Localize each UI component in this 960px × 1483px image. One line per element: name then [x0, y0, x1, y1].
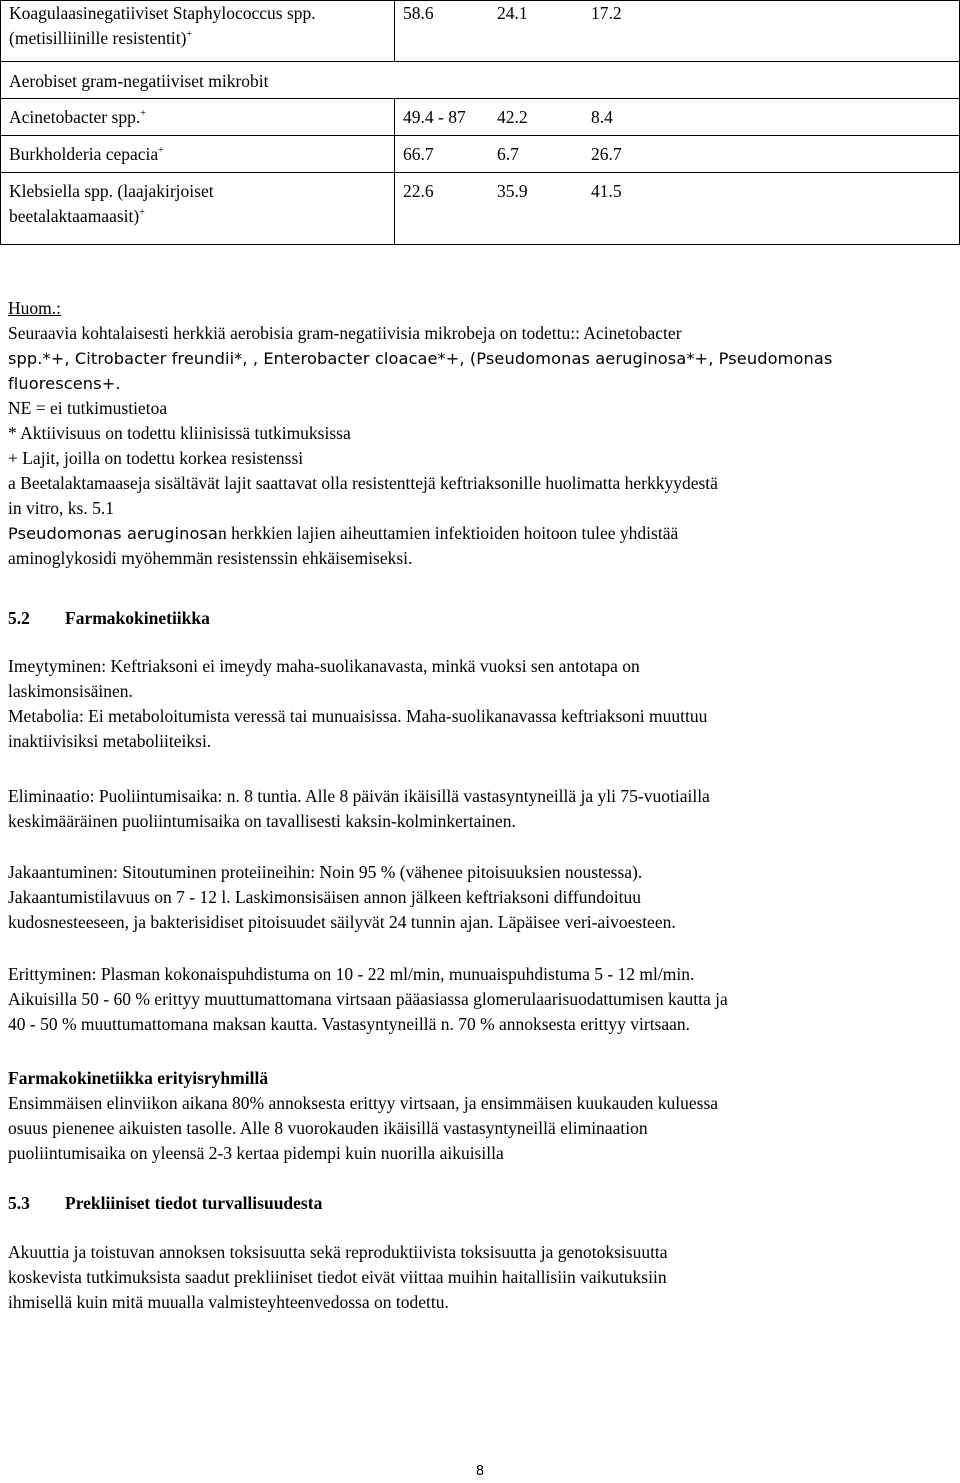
section-title: Farmakokinetiikka: [65, 608, 210, 628]
group-heading: Aerobiset gram-negatiiviset mikrobit: [9, 71, 269, 91]
susceptibility-table: [0, 0, 960, 245]
legend-a: a Beetalaktamaaseja sisältävät lajit saattavat olla resistenttejä keftriaksonille huolimatta herkkyydestä: [8, 473, 718, 493]
paragraph-line: koskevista tutkimuksista saadut prekliiniset tiedot eivät viittaa muihin haitallisiin vaikutuksiin: [8, 1267, 667, 1287]
paragraph-line: laskimonsisäinen.: [8, 681, 133, 701]
value-3: 8.4: [591, 107, 613, 127]
value-1: 58.6: [403, 3, 434, 23]
values-cell: [395, 136, 960, 173]
values-cell: [395, 1, 960, 62]
note-block: [8, 296, 948, 571]
organism-cell: [1, 1, 395, 62]
value-1: 22.6: [403, 181, 434, 201]
pseudomonas-text: n herkkien lajien aiheuttamien infektioiden hoitoon tulee yhdistää: [218, 523, 679, 543]
value-1: 49.4 - 87: [403, 107, 466, 127]
value-2: 24.1: [497, 3, 528, 23]
organism-name: Acinetobacter spp.: [9, 107, 141, 127]
paragraph-line: Erittyminen: Plasman kokonaispuhdistuma on 10 - 22 ml/min, munuaispuhdistuma 5 - 12 ml/min.: [8, 964, 695, 984]
paragraph-line: Akuuttia ja toistuvan annoksen toksisuutta sekä reproduktiivista toksisuutta ja genotoksisuutta: [8, 1242, 668, 1262]
table-row: [1, 136, 960, 173]
pseudomonas-note: [8, 521, 948, 546]
paragraph-line: Metabolia: Ei metaboloitumista veressä tai munuaisissa. Maha-suolikanavassa keftriaksoni muuttuu: [8, 706, 708, 726]
note-title: Huom.:: [8, 298, 61, 318]
table-row: [1, 99, 960, 136]
legend-star: * Aktiivisuus on todettu kliinisissä tutkimuksissa: [8, 423, 351, 443]
resistance-mark: +: [140, 108, 146, 119]
distribution-paragraph: [8, 860, 948, 935]
pseudomonas-name: Pseudomonas aeruginosa: [8, 524, 219, 543]
values-cell: [395, 99, 960, 136]
value-3: 17.2: [591, 3, 622, 23]
elimination-paragraph: [8, 784, 948, 834]
organism-name: Burkholderia cepacia: [9, 144, 159, 164]
section-number: 5.2: [8, 608, 30, 628]
paragraph-line: inaktiivisiksi metaboliiteiksi.: [8, 731, 212, 751]
paragraph-line: Imeytyminen: Keftriaksoni ei imeydy maha-suolikanavasta, minkä vuoksi sen antotapa on: [8, 656, 640, 676]
paragraph-line: Ensimmäisen elinviikon aikana 80% annoksesta erittyy virtsaan, ja ensimmäisen kuukauden kuluessa: [8, 1093, 719, 1113]
organism-cell: [1, 136, 395, 173]
legend-plus: + Lajit, joilla on todettu korkea resistenssi: [8, 448, 304, 468]
resistance-mark: +: [158, 145, 164, 156]
value-3: 41.5: [591, 181, 622, 201]
subheading: Farmakokinetiikka erityisryhmillä: [8, 1068, 269, 1088]
note-text: spp.*+, Citrobacter freundii*, , Enterobacter cloacae*+, (Pseudomonas aeruginosa*+, Pseudomonas: [8, 349, 833, 368]
value-2: 35.9: [497, 181, 528, 201]
special-populations-paragraph: [8, 1066, 948, 1166]
absorption-paragraph: [8, 654, 948, 754]
resistance-mark: +: [186, 29, 193, 40]
legend-a-cont: in vitro, ks. 5.1: [8, 498, 114, 518]
note-text: Seuraavia kohtalaisesti herkkiä aerobisia gram-negatiivisia mikrobeja on todettu:: Acinetobacter: [8, 323, 682, 343]
paragraph-line: puoliintumisaika on yleensä 2-3 kertaa pidempi kuin nuorilla aikuisilla: [8, 1143, 504, 1163]
value-2: 42.2: [497, 107, 528, 127]
paragraph-line: ihmisellä kuin mitä muualla valmisteyhteenvedossa on todettu.: [8, 1292, 449, 1312]
excretion-paragraph: [8, 962, 948, 1037]
paragraph-line: keskimääräinen puoliintumisaika on tavallisesti kaksin-kolminkertainen.: [8, 811, 516, 831]
paragraph-line: Jakaantumistilavuus on 7 - 12 l. Laskimonsisäisen annon jälkeen keftriaksoni diffundoituu: [8, 887, 641, 907]
organism-name: Koagulaasinegatiiviset Staphylococcus spp.: [9, 3, 316, 23]
section-heading-5-3: [8, 1191, 948, 1216]
legend-ne: NE = ei tutkimustietoa: [8, 398, 168, 418]
group-heading-cell: [1, 62, 960, 99]
table-row: [1, 62, 960, 99]
page-number: 8: [475, 1464, 485, 1479]
section-number: 5.3: [8, 1193, 30, 1213]
value-2: 6.7: [497, 144, 519, 164]
organism-name: Klebsiella spp. (laajakirjoiset: [9, 181, 214, 201]
table-row: [1, 1, 960, 62]
paragraph-line: Eliminaatio: Puoliintumisaika: n. 8 tuntia. Alle 8 päivän ikäisillä vastasyntyneillä ja yli 75-vuotiailla: [8, 786, 710, 806]
section-heading-5-2: [8, 606, 948, 631]
paragraph-line: 40 - 50 % muuttumattomana maksan kautta. Vastasyntyneillä n. 70 % annoksesta erittyy virtsaan.: [8, 1014, 691, 1034]
table-row: [1, 173, 960, 245]
note-text: fluorescens+.: [8, 374, 121, 393]
paragraph-line: Aikuisilla 50 - 60 % erittyy muuttumattomana virtsaan pääasiassa glomerulaarisuodattumisen kautta ja: [8, 989, 728, 1009]
values-cell: [395, 173, 960, 245]
section-title: Prekliiniset tiedot turvallisuudesta: [65, 1193, 323, 1213]
value-1: 66.7: [403, 144, 434, 164]
preclinical-paragraph: [8, 1240, 948, 1315]
organism-cell: [1, 99, 395, 136]
value-3: 26.7: [591, 144, 622, 164]
paragraph-line: Jakaantuminen: Sitoutuminen proteiineihin: Noin 95 % (vähenee pitoisuuksien noustessa).: [8, 862, 643, 882]
paragraph-line: kudosnesteeseen, ja bakterisidiset pitoisuudet säilyvät 24 tunnin ajan. Läpäisee veri-aivoesteen.: [8, 912, 676, 932]
pseudomonas-note-cont: aminoglykosidi myöhemmän resistenssin ehkäisemiseksi.: [8, 548, 413, 568]
paragraph-line: osuus pienenee aikuisten tasolle. Alle 8 vuorokauden ikäisillä vastasyntyneillä eliminaation: [8, 1118, 648, 1138]
organism-cell: [1, 173, 395, 245]
organism-name-cont: (metisilliinille resistentit): [9, 28, 187, 48]
organism-name-cont: beetalaktaamaasit): [9, 206, 140, 226]
resistance-mark: +: [139, 207, 145, 218]
